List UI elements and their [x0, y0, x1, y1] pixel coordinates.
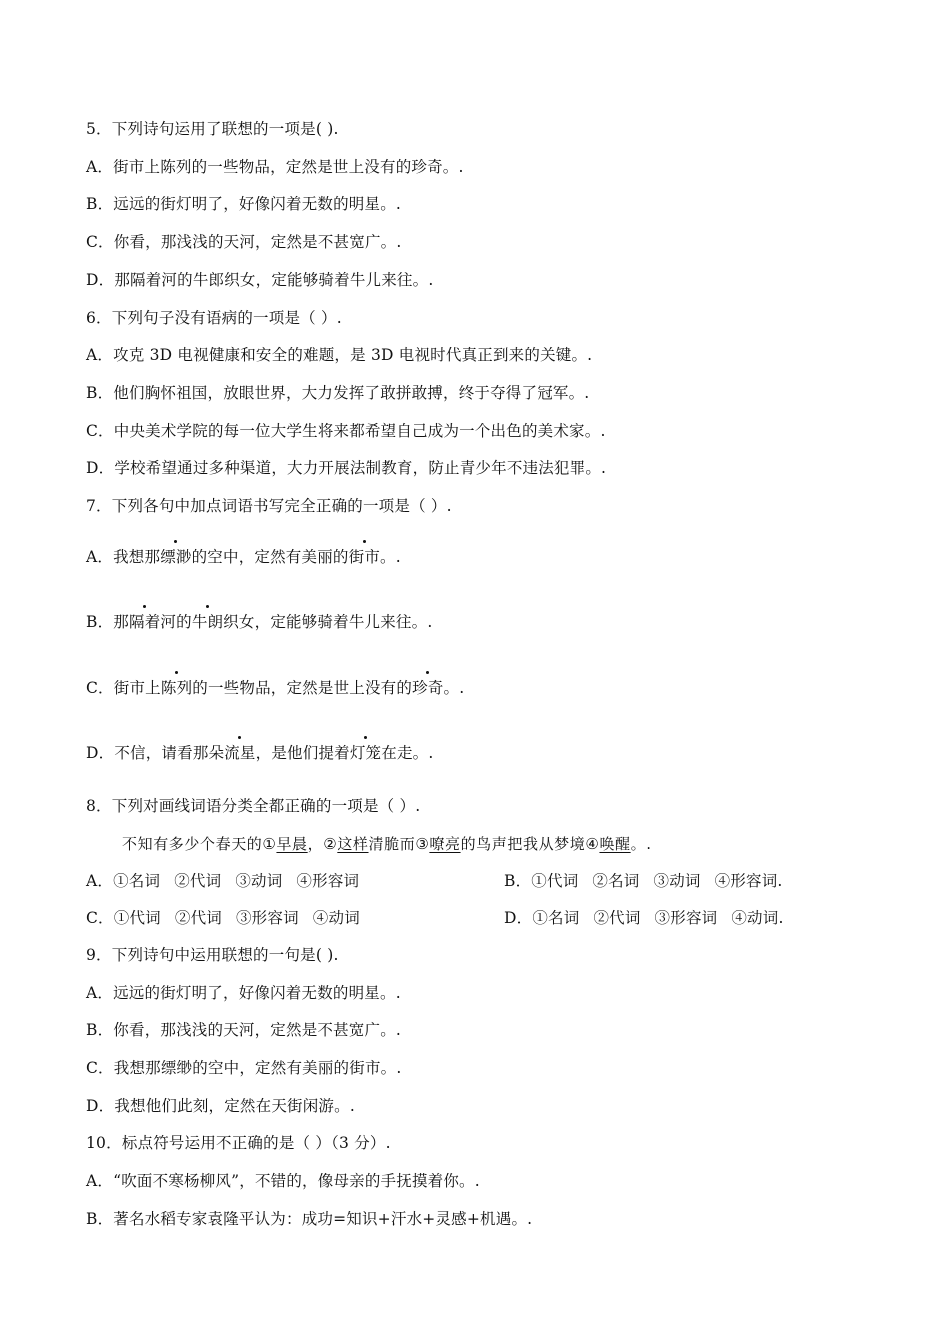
dotted-word: 街市 — [348, 548, 381, 566]
q9-option-b: B．你看，那浅浅的天河，定然是不甚宽广。. — [86, 1021, 402, 1039]
q8-stem: 8．下列对画线词语分类全都正确的一项是（ ）. — [86, 797, 421, 815]
option-item: ④动词 — [312, 909, 360, 927]
option-item: ④形容词 — [296, 872, 360, 890]
underlined-word: 唤醒 — [599, 835, 631, 853]
passage-text: 清脆而③ — [368, 835, 430, 853]
option-item: ①代词 — [531, 872, 579, 890]
option-item: ①名词 — [532, 909, 580, 927]
q8-option-a — [86, 872, 373, 890]
option-item: ④形容词. — [714, 872, 783, 890]
passage-text: 不知有多少个春天的① — [122, 835, 277, 853]
dotted-word: 缥渺 — [160, 548, 192, 566]
option-text: 河的 — [160, 613, 192, 631]
option-item: ①代词 — [113, 909, 161, 927]
dotted-word: 牛朗 — [191, 613, 224, 631]
option-text: 街市上 — [113, 679, 161, 697]
option-text: 在走。. — [381, 744, 434, 762]
option-item: ②代词 — [593, 909, 641, 927]
q5-option-a: A．街市上陈列的一些物品，定然是世上没有的珍奇。. — [86, 158, 464, 176]
dotted-word: 灯笼 — [349, 744, 382, 762]
option-text: 那 — [113, 613, 129, 631]
q6-option-b: B．他们胸怀祖国，放眼世界，大力发挥了敢拼敢搏，终于夺得了冠军。. — [86, 384, 590, 402]
q8-option-d — [504, 908, 798, 928]
dotted-word: 珍奇 — [412, 679, 444, 697]
q5-option-c: C．你看，那浅浅的天河，定然是不甚宽广。. — [86, 233, 402, 251]
option-item: ③动词 — [653, 872, 701, 890]
option-item: ③动词 — [235, 872, 283, 890]
q10-option-b: B．著名水稻专家袁隆平认为：成功=知识+汗水+灵感+机遇。. — [86, 1210, 533, 1228]
option-item: ③形容词 — [235, 909, 299, 927]
option-label: B． — [504, 872, 532, 890]
q7-stem: 7．下列各句中加点词语书写完全正确的一项是（ ）. — [86, 497, 452, 515]
option-item: ②代词 — [174, 909, 222, 927]
q8-passage — [122, 834, 652, 854]
q8-options-row-2 — [86, 908, 866, 928]
q9-option-c: C．我想那缥缈的空中，定然有美丽的街市。. — [86, 1059, 402, 1077]
option-label: B． — [86, 613, 114, 631]
option-label: D． — [86, 744, 115, 762]
option-item: ③形容词 — [654, 909, 718, 927]
option-text: 。. — [443, 679, 465, 697]
option-text: 织女，定能够骑着牛儿来往。. — [223, 613, 433, 631]
q9-stem: 9．下列诗句中运用联想的一句是( ). — [86, 946, 339, 964]
q7-option-a — [86, 547, 401, 567]
q5-stem: 5．下列诗句运用了联想的一项是( ). — [86, 120, 339, 138]
passage-text: 的鸟声把我从梦境④ — [460, 835, 600, 853]
option-item: ①名词 — [113, 872, 161, 890]
q7-option-d — [86, 743, 433, 763]
option-text: 的空中，定然有美丽的 — [191, 548, 349, 566]
option-text: 我想那 — [113, 548, 161, 566]
q8-options-row-1 — [86, 871, 866, 891]
dotted-word: 隔着 — [129, 613, 161, 631]
dotted-word: 陈列 — [160, 679, 193, 697]
option-label: C． — [86, 679, 114, 697]
underlined-word: 嘹亮 — [429, 835, 461, 853]
option-label: A． — [86, 548, 114, 566]
q6-option-c: C．中央美术学院的每一位大学生将来都希望自己成为一个出色的美术家。. — [86, 422, 606, 440]
option-label: C． — [86, 909, 114, 927]
q10-option-a: A．“吹面不寒杨柳风”，不错的，像母亲的手抚摸着你。. — [86, 1172, 480, 1190]
option-label: A． — [86, 872, 114, 890]
option-item: ②名词 — [592, 872, 640, 890]
passage-text: ，② — [307, 835, 338, 853]
q8-option-b — [504, 871, 797, 891]
q10-stem: 10．标点符号运用不正确的是（ ）（3 分）. — [86, 1134, 391, 1152]
option-item: ④动词. — [731, 909, 784, 927]
underlined-word: 这样 — [337, 835, 369, 853]
q7-option-c — [86, 678, 464, 698]
option-label: D． — [504, 909, 533, 927]
q9-option-d: D．我想他们此刻，定然在天街闲游。. — [86, 1097, 355, 1115]
q5-option-b: B．远远的街灯明了，好像闪着无数的明星。. — [86, 195, 402, 213]
q6-option-a: A．攻克 3D 电视健康和安全的难题，是 3D 电视时代真正到来的关键。. — [86, 346, 593, 364]
option-text: ，是他们提着 — [255, 744, 350, 762]
dotted-word: 流星 — [224, 744, 256, 762]
option-text: 不信，请看那朵 — [114, 744, 225, 762]
q8-option-c — [86, 909, 374, 927]
underlined-word: 早晨 — [276, 835, 308, 853]
q7-option-b — [86, 612, 432, 632]
q5-option-d: D．那隔着河的牛郎织女，定能够骑着牛儿来往。. — [86, 271, 434, 289]
option-item: ②代词 — [174, 872, 222, 890]
q9-option-a: A．远远的街灯明了，好像闪着无数的明星。. — [86, 984, 401, 1002]
q6-stem: 6．下列句子没有语病的一项是（ ）. — [86, 309, 342, 327]
option-text: 。. — [380, 548, 401, 566]
q6-option-d: D．学校希望通过多种渠道，大力开展法制教育，防止青少年不违法犯罪。. — [86, 459, 607, 477]
option-text: 的一些物品，定然是世上没有的 — [192, 679, 413, 697]
passage-text: 。. — [630, 835, 652, 853]
